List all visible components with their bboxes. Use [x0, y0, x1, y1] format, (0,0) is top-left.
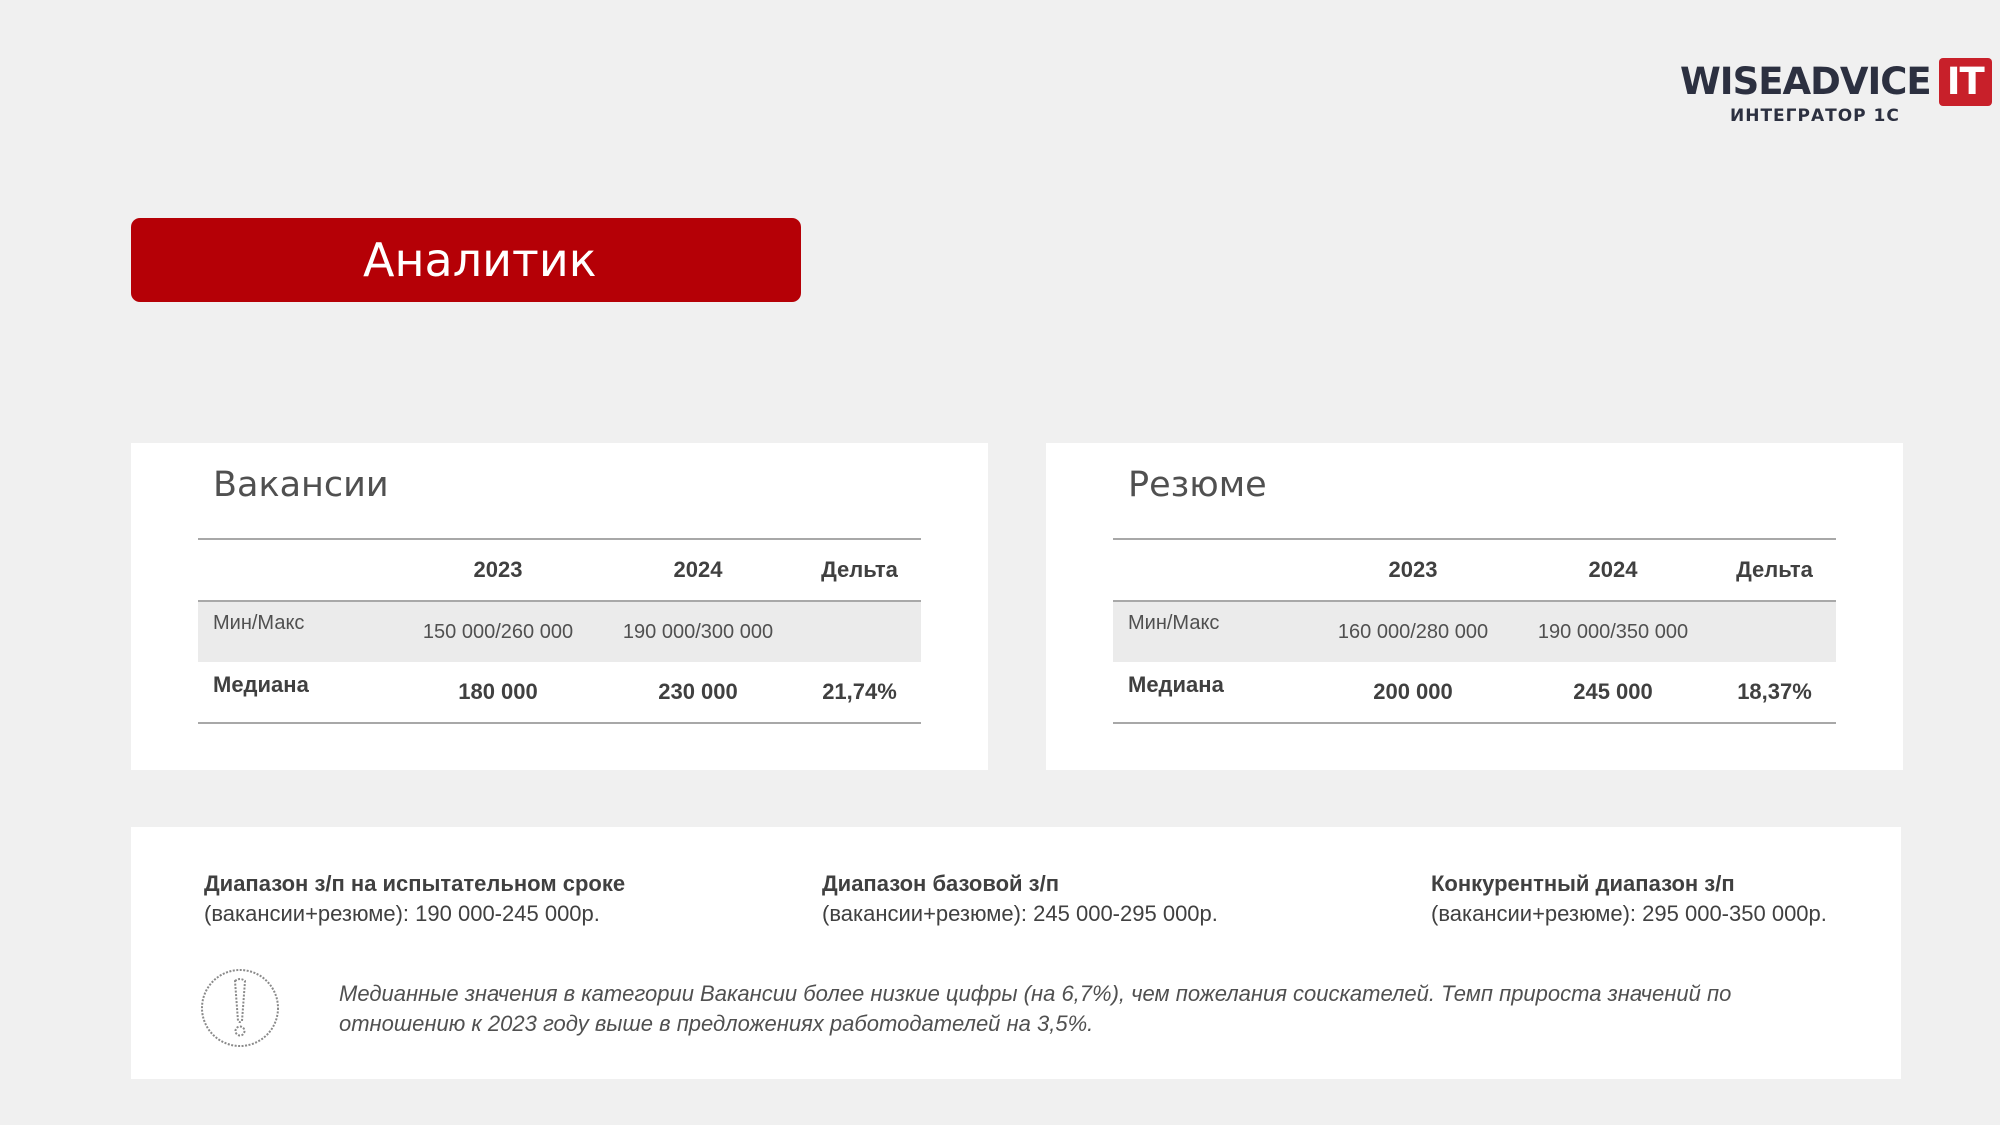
header-2023: 2023 [1313, 539, 1513, 601]
range-title: Диапазон базовой з/п [822, 871, 1060, 896]
page-title: Аналитик [363, 233, 597, 287]
range-value: (вакансии+резюме): 295 000-350 000р. [1431, 901, 1827, 926]
table-header-row [198, 539, 921, 601]
analysis-note: Медианные значения в категории Вакансии более низкие цифры (на 6,7%), чем пожелания соискателей. Темп прироста значений по отношению к 2023 году выше в предложениях работодателей на 3,5%. [339, 981, 1732, 1036]
cell-2023: 160 000/280 000 [1313, 601, 1513, 662]
table-row-median [1113, 662, 1836, 723]
cell-2024: 190 000/300 000 [598, 601, 798, 662]
header-2024: 2024 [598, 539, 798, 601]
range-value: (вакансии+резюме): 190 000-245 000р. [204, 901, 600, 926]
company-logo [1680, 57, 1984, 127]
cell-2023: 180 000 [398, 662, 598, 723]
cell-delta [798, 601, 921, 662]
range-title: Диапазон з/п на испытательном сроке [204, 871, 626, 896]
table-row-median [198, 662, 921, 723]
cell-delta: 18,37% [1713, 662, 1836, 723]
header-2023: 2023 [398, 539, 598, 601]
cell-2024: 245 000 [1513, 662, 1713, 723]
vacancies-title: Вакансии [213, 465, 389, 505]
range-probation [204, 869, 625, 929]
cell-2024: 190 000/350 000 [1513, 601, 1713, 662]
cell-2024: 230 000 [598, 662, 798, 723]
header-empty [1113, 539, 1313, 601]
range-value: (вакансии+резюме): 245 000-295 000р. [822, 901, 1218, 926]
cell-delta [1713, 601, 1836, 662]
exclamation-icon [199, 967, 281, 1049]
table-row-minmax [1113, 601, 1836, 662]
resumes-title: Резюме [1128, 465, 1267, 505]
cell-delta: 21,74% [798, 662, 921, 723]
range-title: Конкурентный диапазон з/п [1431, 871, 1735, 896]
logo-badge: IT [1939, 58, 1992, 106]
header-2024: 2024 [1513, 539, 1713, 601]
resumes-table [1113, 538, 1836, 724]
table-header-row [1113, 539, 1836, 601]
header-delta: Дельта [798, 539, 921, 601]
range-competitive [1431, 869, 1827, 929]
range-base [822, 869, 1218, 929]
cell-2023: 200 000 [1313, 662, 1513, 723]
vacancies-card [131, 443, 988, 770]
summary-panel [131, 827, 1901, 1079]
page-title-banner [131, 218, 801, 302]
header-delta: Дельта [1713, 539, 1836, 601]
cell-2023: 150 000/260 000 [398, 601, 598, 662]
row-label: Мин/Макс [1113, 601, 1313, 662]
table-row-minmax [198, 601, 921, 662]
header-empty [198, 539, 398, 601]
row-label: Медиана [1113, 662, 1313, 723]
row-label: Мин/Макс [198, 601, 398, 662]
resumes-card [1046, 443, 1903, 770]
logo-subtitle: ИНТЕГРАТОР 1С [1730, 106, 1900, 126]
row-label: Медиана [198, 662, 398, 723]
vacancies-table [198, 538, 921, 724]
logo-brand: WISEADVICE [1680, 60, 1931, 103]
